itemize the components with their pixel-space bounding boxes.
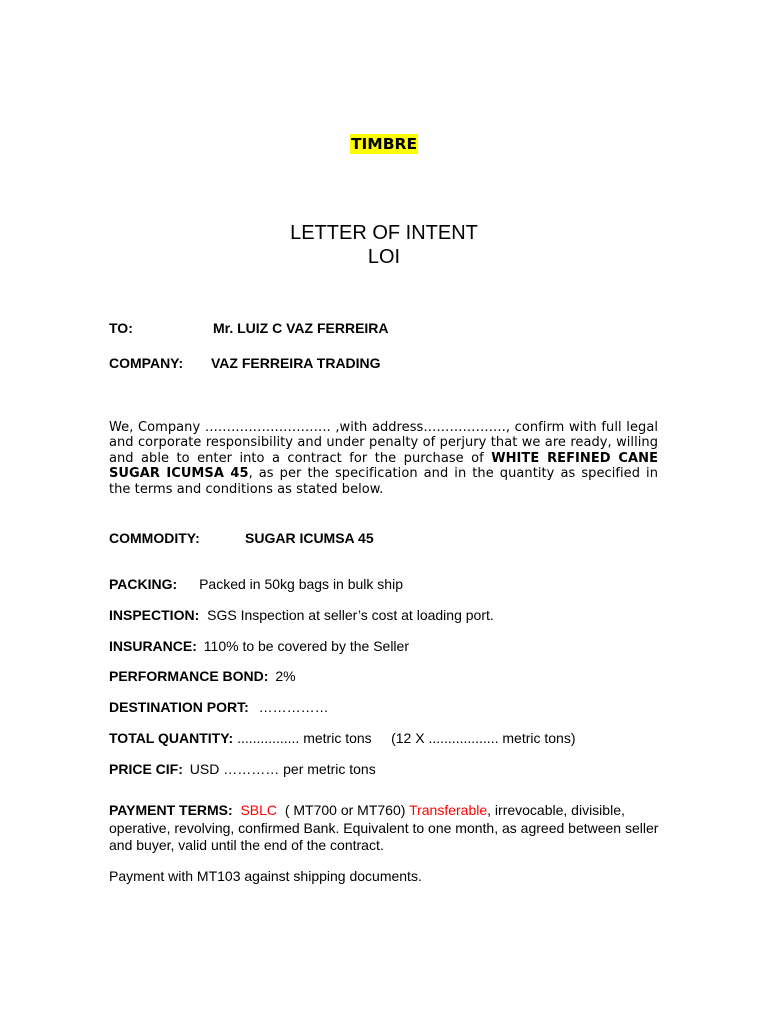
destination-port-row xyxy=(109,699,329,715)
insurance-label: INSURANCE: xyxy=(109,638,197,654)
to-value: Mr. LUIZ C VAZ FERREIRA xyxy=(213,320,389,336)
insurance-value: 110% to be covered by the Seller xyxy=(203,638,409,654)
stamp-label xyxy=(0,135,768,153)
packing-label: PACKING: xyxy=(109,576,178,592)
inspection-label: INSPECTION: xyxy=(109,607,200,623)
payment-terms-rest: , irrevocable, divisible, operative, revolving, confirmed Bank. Equivalent to one month, as agreed between seller and buyer, valid until the end of the contract. xyxy=(109,802,659,853)
payment-terms-paragraph xyxy=(109,802,669,855)
insurance-row xyxy=(109,638,409,654)
total-quantity-value: ................ metric tons (12 X .................. metric tons) xyxy=(237,730,576,746)
document-title: LETTER OF INTENT xyxy=(290,222,478,244)
stamp-text: TIMBRE xyxy=(350,135,418,153)
payment-note: Payment with MT103 against shipping documents. xyxy=(109,868,422,884)
document-subtitle: LOI xyxy=(367,246,401,268)
company-label: COMPANY: xyxy=(109,355,184,371)
intro-product: WHITE REFINED CANE SUGAR ICUMSA 45 xyxy=(109,450,658,482)
destination-port-value: …………… xyxy=(258,699,329,715)
payment-terms-label: PAYMENT TERMS: xyxy=(109,802,233,818)
price-cif-label: PRICE CIF: xyxy=(109,761,183,777)
destination-port-label: DESTINATION PORT: xyxy=(109,699,249,715)
inspection-value: SGS Inspection at seller’s cost at loading port. xyxy=(207,607,494,623)
performance-bond-label: PERFORMANCE BOND: xyxy=(109,668,269,684)
payment-mt-types: ( MT700 or MT760) xyxy=(284,802,406,818)
company-value: VAZ FERREIRA TRADING xyxy=(211,355,381,371)
payment-transferable: Transferable xyxy=(409,802,488,818)
total-quantity-label: TOTAL QUANTITY: xyxy=(109,730,234,746)
commodity-label: COMMODITY: xyxy=(109,530,200,546)
payment-sblc: SBLC xyxy=(240,802,278,818)
packing-value: Packed in 50kg bags in bulk ship xyxy=(199,576,403,592)
intro-text-part2: , as per the specification and in the quantity as specified in the terms and conditions as stated below. xyxy=(109,466,658,497)
price-cif-row xyxy=(109,761,376,777)
to-label: TO: xyxy=(109,320,133,336)
performance-bond-row xyxy=(109,668,296,684)
commodity-value: SUGAR ICUMSA 45 xyxy=(245,530,374,546)
performance-bond-value: 2% xyxy=(275,668,296,684)
intro-paragraph xyxy=(109,420,658,497)
intro-text-part1: We, Company ……………………….. ,with address………………., confirm with full legal and corporate responsibility and under penalty of perjury that we are ready, willing and able to enter into a contract for the purchase of xyxy=(109,420,658,466)
inspection-row xyxy=(109,607,494,623)
packing-row xyxy=(109,576,403,592)
total-quantity-row xyxy=(109,730,576,746)
price-cif-value: USD ………… per metric tons xyxy=(189,761,376,777)
